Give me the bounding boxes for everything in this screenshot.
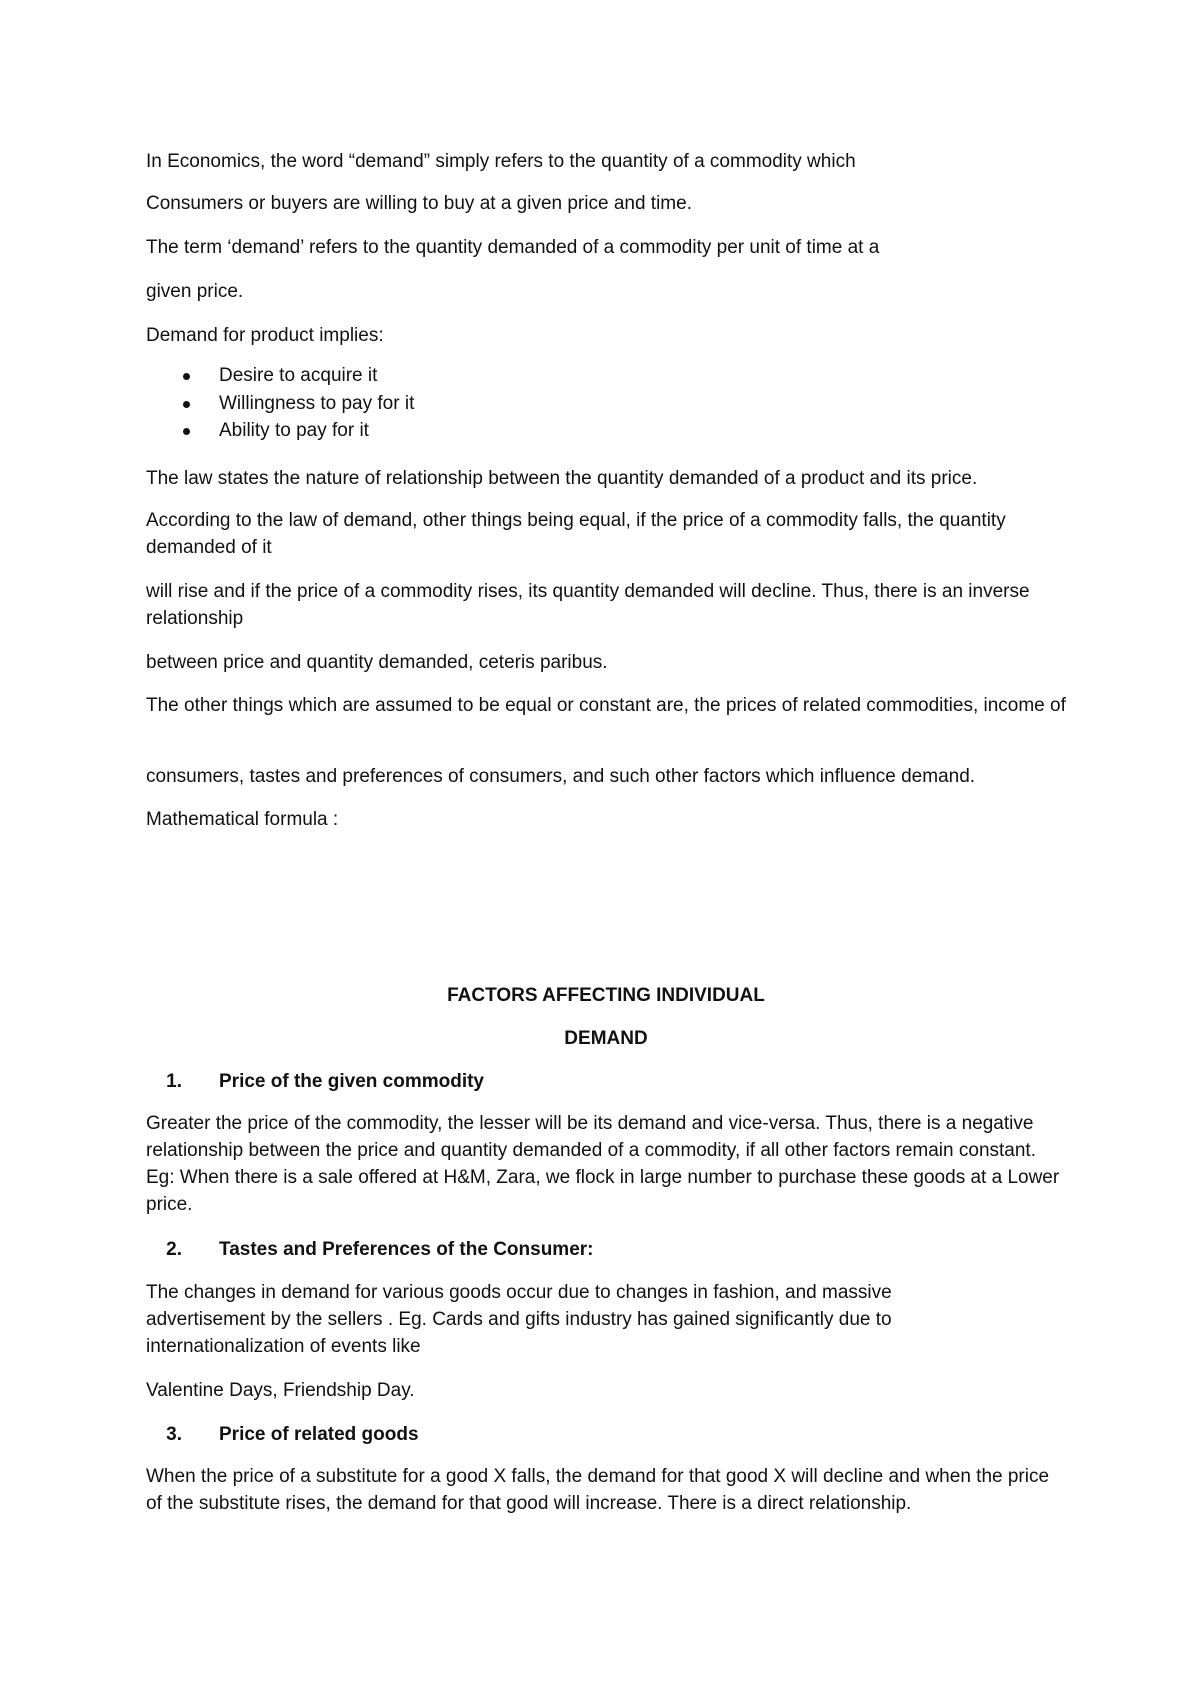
bullet-icon bbox=[183, 373, 190, 380]
intro-line-1: In Economics, the word “demand” simply refers to the quantity of a commodity which bbox=[146, 151, 856, 172]
factor-1-heading bbox=[146, 1068, 1046, 1095]
factor-2-paragraph-1: The changes in demand for various goods occur due to changes in fashion, and massive advertisement by the sellers . Eg. Cards and gifts industry has gained significantly due to internationalization of events like bbox=[146, 1282, 892, 1357]
factor-1-number: 1. bbox=[166, 1071, 182, 1092]
list-item-text: Desire to acquire it bbox=[219, 365, 378, 386]
intro-line-4: given price. bbox=[146, 281, 244, 302]
intro-line-3: The term ‘demand’ refers to the quantity demanded of a commodity per unit of time at a bbox=[146, 237, 880, 258]
list-item bbox=[146, 362, 946, 390]
list-item-text: Willingness to pay for it bbox=[219, 392, 415, 414]
factor-3-paragraph: When the price of a substitute for a good X falls, the demand for that good X will decline and when the price of the substitute rises, the demand for that good will increase. There is a direct relationship. bbox=[146, 1466, 1050, 1514]
bullet-icon bbox=[183, 401, 190, 408]
bullet-icon bbox=[183, 428, 190, 435]
factor-2-title: Tastes and Preferences of the Consumer: bbox=[219, 1239, 594, 1260]
list-item-text: Ability to pay for it bbox=[219, 420, 369, 441]
factor-3-number: 3. bbox=[166, 1424, 182, 1445]
law-paragraph-7: Mathematical formula : bbox=[146, 809, 339, 830]
law-paragraph-5: The other things which are assumed to be equal or constant are, the prices of related commodities, income of bbox=[146, 695, 1066, 716]
factor-2-heading bbox=[146, 1236, 1046, 1263]
list-item bbox=[146, 417, 946, 445]
factor-3-title: Price of related goods bbox=[219, 1424, 419, 1445]
factor-2-number: 2. bbox=[166, 1239, 182, 1260]
law-paragraph-1: The law states the nature of relationship between the quantity demanded of a product and its price. bbox=[146, 468, 978, 489]
section-title-line-1: FACTORS AFFECTING INDIVIDUAL bbox=[447, 985, 765, 1006]
factor-1-title: Price of the given commodity bbox=[219, 1071, 484, 1092]
section-title-line-2: DEMAND bbox=[564, 1028, 648, 1049]
law-paragraph-3: will rise and if the price of a commodity rises, its quantity demanded will decline. Thus, there is an inverse relationship bbox=[146, 581, 1030, 629]
factor-1-paragraph: Greater the price of the commodity, the lesser will be its demand and vice-versa. Thus, there is a negative relationship between the price and quantity demanded of a commodity, if all other factors remain constant. Eg: When there is a sale offered at H&M, Zara, we flock in large number to purchase these goods at a Lower price. bbox=[146, 1113, 1060, 1215]
list-item bbox=[146, 390, 946, 418]
law-paragraph-2: According to the law of demand, other things being equal, if the price of a commodity falls, the quantity demanded of it bbox=[146, 510, 1006, 558]
factor-2-paragraph-2: Valentine Days, Friendship Day. bbox=[146, 1380, 415, 1401]
law-paragraph-6: consumers, tastes and preferences of consumers, and such other factors which influence demand. bbox=[146, 766, 976, 787]
intro-line-5: Demand for product implies: bbox=[146, 325, 384, 346]
intro-line-2: Consumers or buyers are willing to buy at a given price and time. bbox=[146, 193, 692, 214]
implies-list bbox=[146, 362, 946, 445]
factor-3-heading bbox=[146, 1421, 1046, 1448]
law-paragraph-4: between price and quantity demanded, ceteris paribus. bbox=[146, 652, 608, 673]
